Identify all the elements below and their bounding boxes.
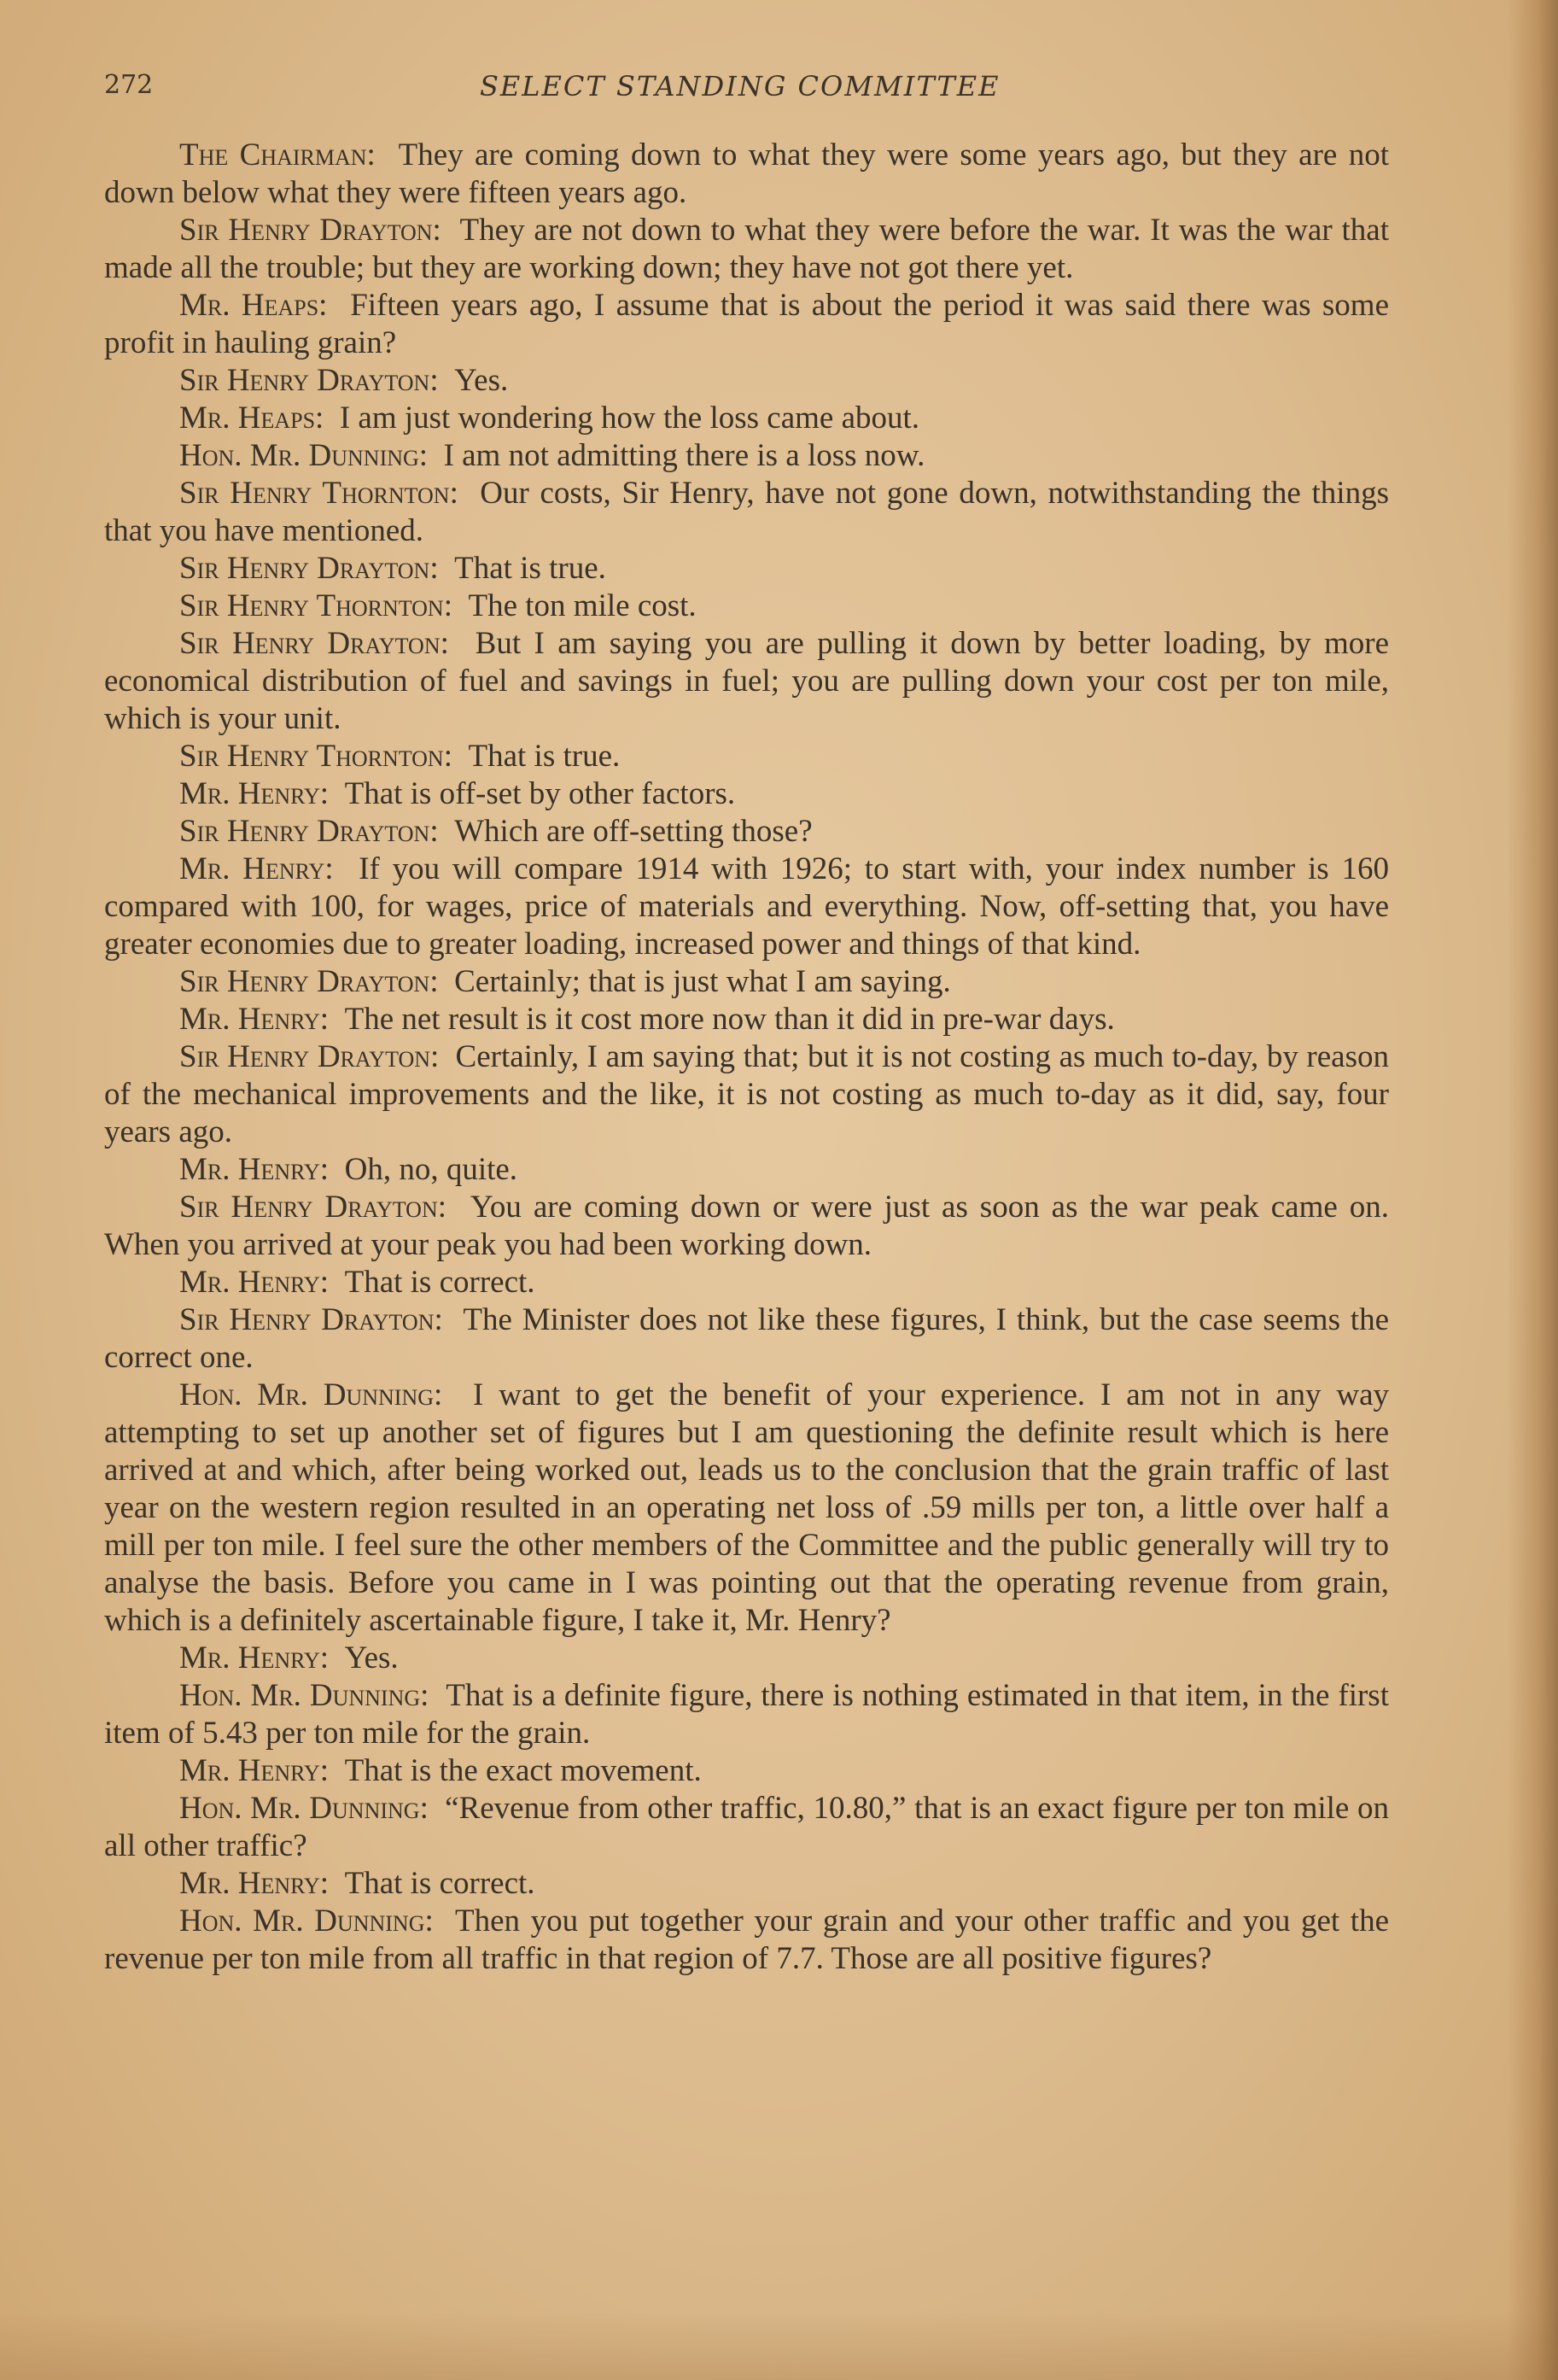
paragraph: [104, 1865, 1389, 1903]
paragraph-text: They are coming down to what they were some years ago, but they are not down below what they were fifteen years ago.: [104, 137, 1390, 210]
page-header: [104, 70, 1402, 104]
paragraph-text: They are not down to what they were before the war. It was the war that made all the trouble; but they are working down; they have not got there yet.: [104, 213, 1389, 285]
speaker-name: Hon. Mr. Dunning:: [179, 1678, 429, 1713]
paragraph: [104, 1038, 1389, 1151]
paragraph-text: That is correct.: [344, 1866, 535, 1901]
paragraph-text: I am not admitting there is a loss now.: [443, 438, 925, 473]
speaker-name: Mr. Henry:: [179, 1265, 330, 1300]
paragraph-text: The ton mile cost.: [468, 588, 697, 623]
paragraph-text: If you will compare 1914 with 1926; to start with, your index number is 160 compared with 100, for wages, price of materials and everything. Now, off-setting that, you have greater economies due to greater loading, increased power and things of that kind.: [104, 851, 1389, 962]
speaker-name: Mr. Henry:: [179, 1866, 330, 1901]
speaker-name: Sir Henry Drayton:: [179, 213, 441, 248]
speaker-name: Sir Henry Thornton:: [179, 476, 458, 511]
paragraph-text: That is a definite figure, there is nothing estimated in that item, in the first item of 5.43 per ton mile for the grain.: [104, 1678, 1389, 1751]
paragraph: [104, 137, 1389, 212]
paragraph-text: Yes.: [344, 1640, 399, 1675]
speaker-name: Sir Henry Thornton:: [179, 739, 452, 774]
paragraph: [104, 1151, 1389, 1189]
paragraph-text: The net result is it cost more now than it did in pre-war days.: [344, 1002, 1115, 1037]
paragraph: [104, 813, 1389, 851]
paragraph: [104, 1001, 1389, 1038]
transcript-body: [104, 137, 1389, 1978]
paragraph-text: But I am saying you are pulling it down by better loading, by more economical distribution of fuel and savings in fuel; you are pulling down your cost per ton mile, which is your unit.: [104, 626, 1390, 736]
paragraph: [104, 588, 1389, 625]
paragraph-text: That is true.: [468, 739, 621, 774]
paragraph: [104, 475, 1389, 550]
speaker-name: Mr. Henry:: [179, 851, 334, 886]
paragraph-text: You are coming down or were just as soon as the war peak came on. When you arrived at your peak you had been working down.: [104, 1190, 1389, 1262]
paragraph: [104, 851, 1389, 963]
paragraph: [104, 1903, 1389, 1978]
speaker-name: Mr. Henry:: [179, 1002, 330, 1037]
speaker-name: Sir Henry Drayton:: [179, 1302, 443, 1337]
speaker-name: Sir Henry Drayton:: [179, 1039, 440, 1074]
paragraph-text: I want to get the benefit of your experience. I am not in any way attempting to set up another set of figures but I am questioning the definite result which is here arrived at and which, after being worked out, leads us to the conclusion that the grain traffic of last year on the western region resulted in an operating net loss of .59 mills per ton, a little over half a mill per ton mile. I feel sure the other members of the Committee and the public generally will try to analyse the basis. Before you came in I was pointing out that the operating revenue from grain, which is a definitely ascertainable figure, I take it, Mr. Henry?: [104, 1377, 1389, 1638]
paragraph: [104, 738, 1389, 775]
paragraph: [104, 287, 1389, 362]
paragraph-text: Then you put together your grain and your other traffic and you get the revenue per ton mile from all traffic in that region of 7.7. Those are all positive figures?: [104, 1903, 1390, 1976]
paragraph: [104, 550, 1389, 588]
paragraph-text: That is the exact movement.: [344, 1753, 702, 1788]
paragraph-text: That is correct.: [344, 1265, 535, 1300]
speaker-name: Sir Henry Drayton:: [179, 363, 439, 398]
speaker-name: Mr. Heaps:: [179, 288, 328, 323]
paragraph-text: I am just wondering how the loss came about.: [339, 401, 920, 436]
page-edge-shadow: [1507, 0, 1558, 2380]
speaker-name: Mr. Henry:: [179, 1753, 330, 1788]
paragraph: [104, 1377, 1389, 1640]
speaker-name: Sir Henry Drayton:: [179, 626, 449, 661]
paragraph-text: “Revenue from other traffic, 10.80,” that is an exact figure per ton mile on all other traffic?: [104, 1791, 1390, 1863]
running-head: SELECT STANDING COMMITTEE: [480, 70, 1001, 102]
paragraph: [104, 775, 1389, 813]
speaker-name: Hon. Mr. Dunning:: [179, 1377, 443, 1412]
paragraph-text: Oh, no, quite.: [344, 1152, 518, 1187]
speaker-name: The Chairman:: [179, 137, 376, 173]
paragraph-text: The Minister does not like these figures, I think, but the case seems the correct one.: [104, 1302, 1389, 1375]
speaker-name: Sir Henry Drayton:: [179, 964, 439, 999]
paragraph-text: Fifteen years ago, I assume that is about the period it was said there was some profit in hauling grain?: [104, 288, 1389, 360]
paragraph: [104, 1640, 1389, 1677]
paragraph-text: Yes.: [454, 363, 509, 398]
page-bottom-shadow: [0, 2312, 1558, 2380]
speaker-name: Mr. Henry:: [179, 1640, 330, 1675]
paragraph: [104, 212, 1389, 287]
speaker-name: Hon. Mr. Dunning:: [179, 1791, 429, 1826]
speaker-name: Mr. Henry:: [179, 1152, 330, 1187]
paragraph-text: Certainly, I am saying that; but it is not costing as much to-day, by reason of the mechanical improvements and the like, it is not costing as much to-day as it did, say, four years ago.: [104, 1039, 1389, 1149]
paragraph: [104, 1189, 1389, 1264]
paragraph: [104, 400, 1389, 437]
speaker-name: Hon. Mr. Dunning:: [179, 1903, 434, 1939]
speaker-name: Mr. Henry:: [179, 776, 330, 811]
paragraph-text: That is off-set by other factors.: [344, 776, 736, 811]
paragraph: [104, 1264, 1389, 1301]
paragraph: [104, 1677, 1389, 1752]
paragraph-text: Which are off-setting those?: [454, 814, 813, 849]
paragraph: [104, 1752, 1389, 1790]
paragraph-text: That is true.: [454, 551, 606, 586]
speaker-name: Sir Henry Drayton:: [179, 551, 439, 586]
paragraph: [104, 963, 1389, 1001]
paragraph-text: Certainly; that is just what I am saying.: [454, 964, 951, 999]
speaker-name: Mr. Heaps:: [179, 401, 324, 436]
speaker-name: Sir Henry Thornton:: [179, 588, 452, 623]
speaker-name: Sir Henry Drayton:: [179, 814, 439, 849]
paragraph: [104, 362, 1389, 400]
speaker-name: Sir Henry Drayton:: [179, 1190, 446, 1225]
paragraph: [104, 625, 1389, 738]
paragraph: [104, 1301, 1389, 1377]
paragraph: [104, 437, 1389, 475]
speaker-name: Hon. Mr. Dunning:: [179, 438, 429, 473]
page-number: 272: [104, 70, 154, 100]
paragraph-text: Our costs, Sir Henry, have not gone down, notwithstanding the things that you have mentioned.: [104, 476, 1389, 548]
paragraph: [104, 1790, 1389, 1865]
